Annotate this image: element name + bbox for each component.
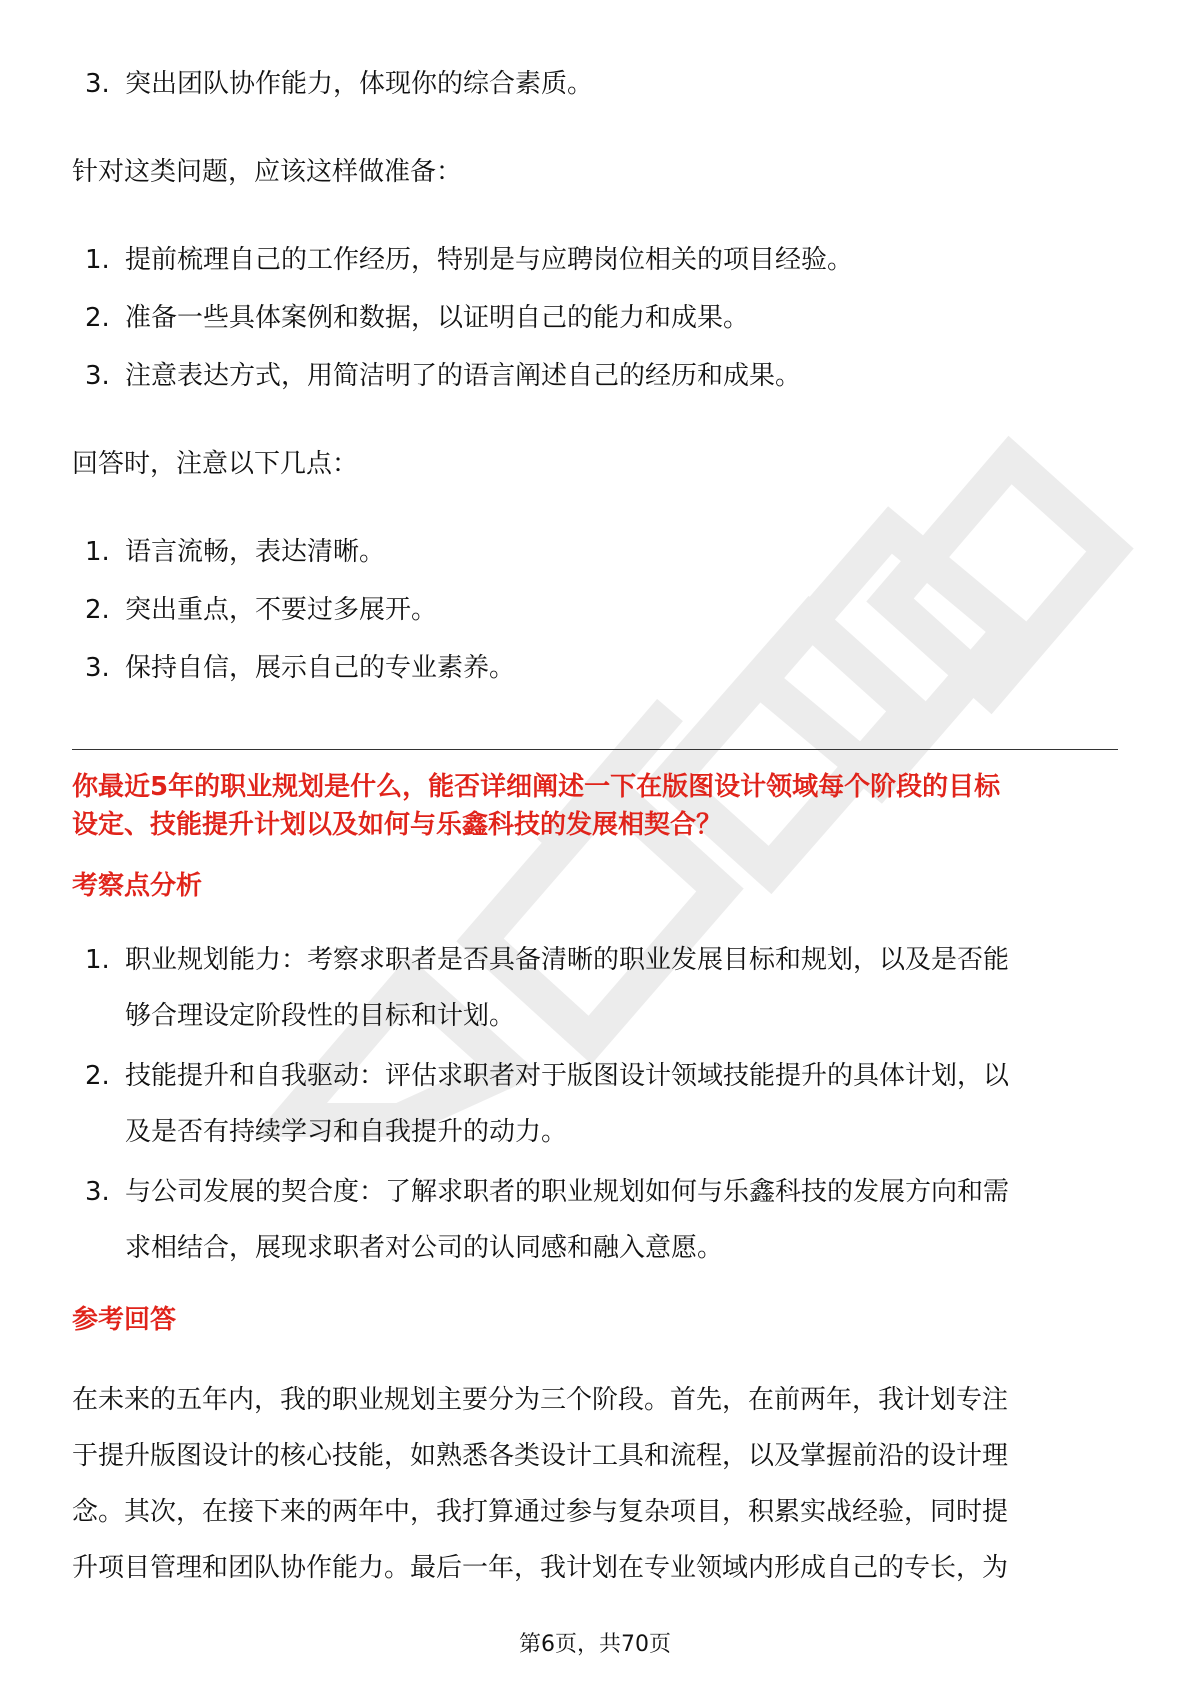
list-number: 3. — [85, 653, 110, 683]
paragraph-line: 于提升版图设计的核心技能，如熟悉各类设计工具和流程，以及掌握前沿的设计理 — [72, 1441, 1009, 1471]
page-footer: 第6页，共70页 — [519, 1632, 671, 1657]
list-number: 3. — [85, 361, 110, 391]
list-number: 3. — [85, 1177, 110, 1207]
paragraph-line: 在未来的五年内，我的职业规划主要分为三个阶段。首先，在前两年，我计划专注 — [72, 1385, 1009, 1415]
list-text — [125, 1164, 1115, 1276]
list-number: 2. — [85, 1061, 110, 1091]
list-text-line: 与公司发展的契合度：了解求职者的职业规划如何与乐鑫科技的发展方向和需 — [125, 1177, 1010, 1207]
list-number: 3. — [85, 69, 110, 99]
question-line: 设定、技能提升计划以及如何与乐鑫科技的发展相契合？ — [72, 810, 723, 840]
list-text — [125, 932, 1115, 1044]
paragraph-line: 升项目管理和团队协作能力。最后一年，我计划在专业领域内形成自己的专长，为 — [72, 1553, 1009, 1583]
question-line: 你最近5年的职业规划是什么，能否详细阐述一下在版图设计领域每个阶段的目标 — [72, 772, 1001, 802]
list-text-line: 技能提升和自我驱动：评估求职者对于版图设计领域技能提升的具体计划，以 — [125, 1061, 1010, 1091]
list-text-line: 及是否有持续学习和自我提升的动力。 — [125, 1117, 568, 1147]
list-number: 2. — [85, 303, 110, 333]
prep-intro: 针对这类问题，应该这样做准备： — [72, 157, 463, 187]
paragraph-line: 念。其次，在接下来的两年中，我打算通过参与复杂项目，积累实战经验，同时提 — [72, 1497, 1009, 1527]
list-text: 突出重点，不要过多展开。 — [125, 595, 438, 625]
section-divider — [72, 749, 1118, 750]
list-text — [125, 1048, 1115, 1160]
list-text: 提前梳理自己的工作经历，特别是与应聘岗位相关的项目经验。 — [125, 245, 854, 275]
list-text: 突出团队协作能力，体现你的综合素质。 — [125, 69, 594, 99]
reference-paragraph — [72, 1372, 1118, 1596]
list-number: 1. — [85, 945, 110, 975]
question-heading — [72, 768, 1118, 844]
list-text-line: 职业规划能力：考察求职者是否具备清晰的职业发展目标和规划，以及是否能 — [125, 945, 1010, 975]
answer-intro: 回答时，注意以下几点： — [72, 449, 359, 479]
list-number: 2. — [85, 595, 110, 625]
reference-heading: 参考回答 — [72, 1305, 177, 1335]
list-text-line: 够合理设定阶段性的目标和计划。 — [125, 1001, 516, 1031]
list-text: 注意表达方式，用简洁明了的语言阐述自己的经历和成果。 — [125, 361, 802, 391]
analysis-heading: 考察点分析 — [72, 871, 203, 901]
list-text: 保持自信，展示自己的专业素养。 — [125, 653, 516, 683]
list-number: 1. — [85, 245, 110, 275]
list-text-line: 求相结合，展现求职者对公司的认同感和融入意愿。 — [125, 1233, 724, 1263]
list-text: 语言流畅，表达清晰。 — [125, 537, 386, 567]
list-number: 1. — [85, 537, 110, 567]
list-text: 准备一些具体案例和数据，以证明自己的能力和成果。 — [125, 303, 750, 333]
